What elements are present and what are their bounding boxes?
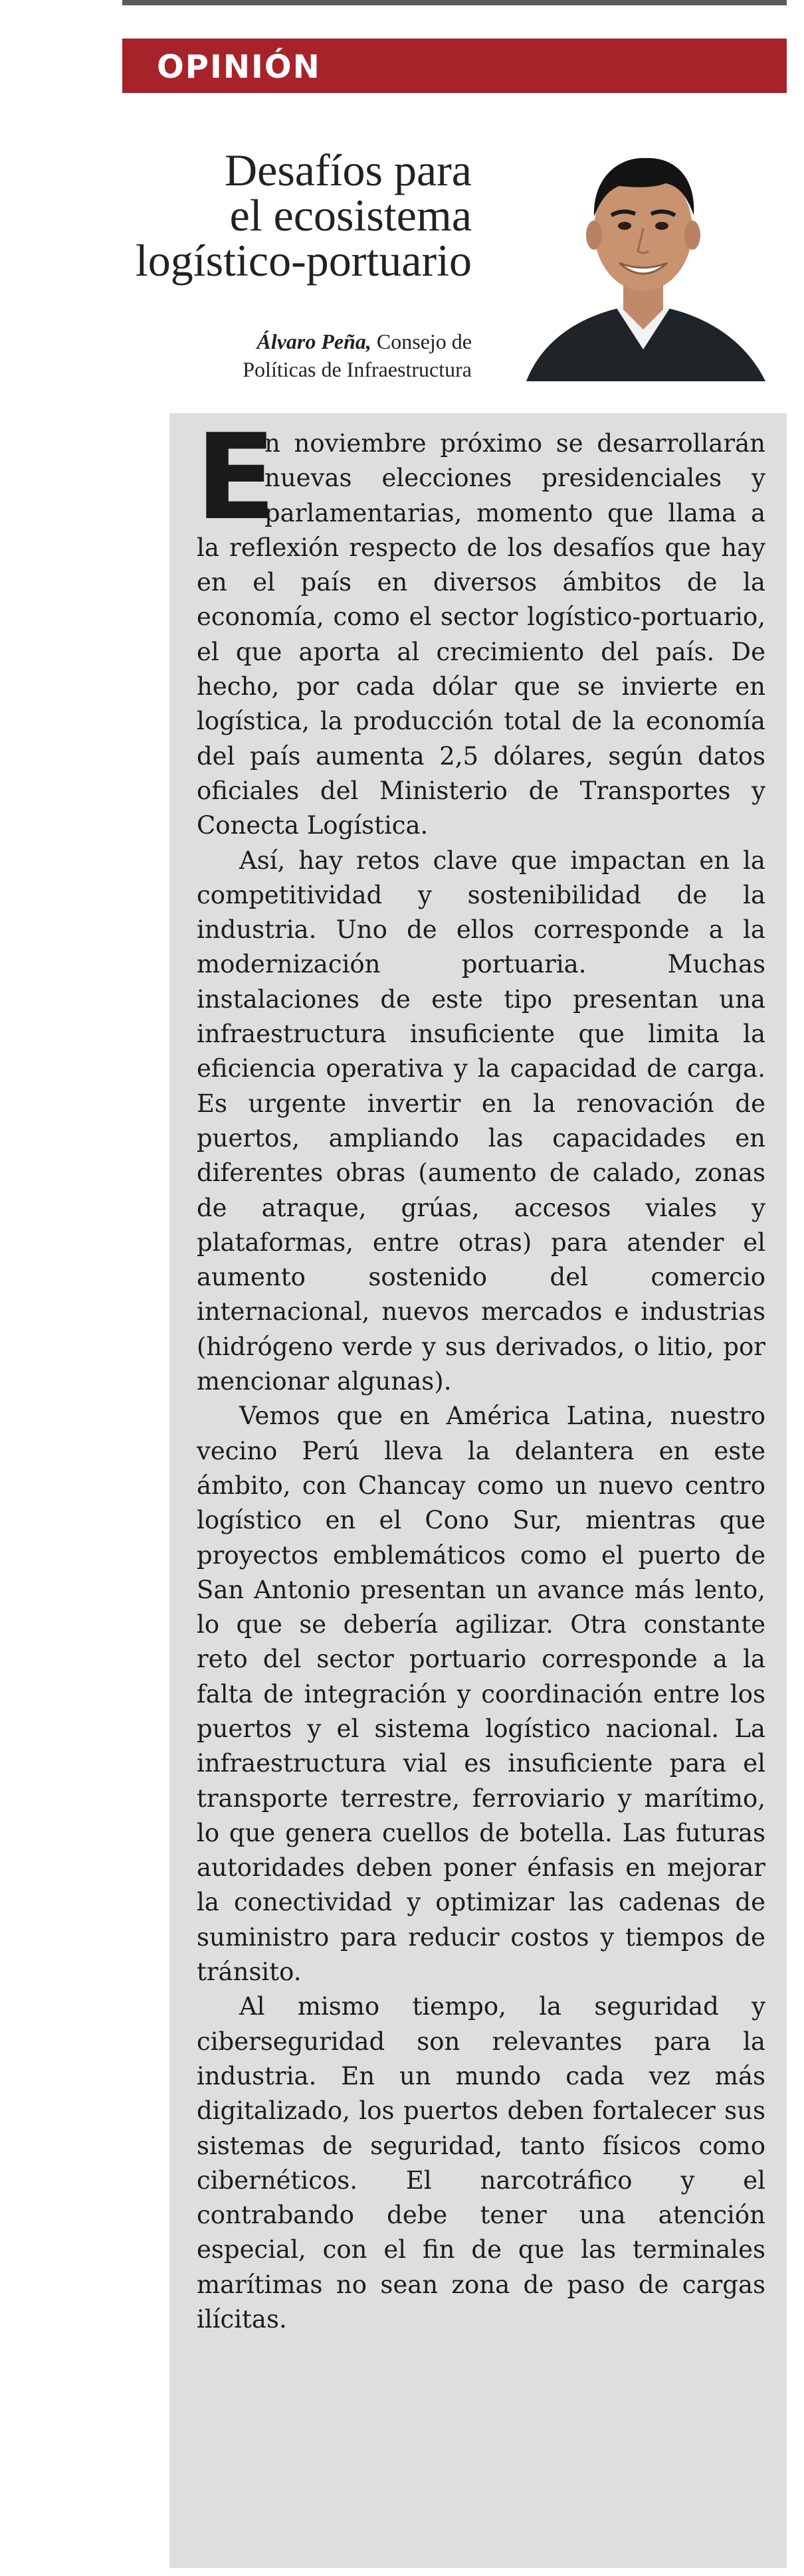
article-title — [100, 145, 472, 286]
paragraph-2: Así, hay retos clave que impactan en la competitividad y sostenibilidad de la industria. Uno de ellos corresponde a la modernización portuaria. Muchas instalaciones de este tipo presentan una infraestructura insuficiente que limita la eficiencia operativa y la capacidad de carga. Es urgente invertir en la renovación de puertos, ampliando las capacidades en diferentes obras (aumento de calado, zonas de atraque, grúas, accesos viales y plataformas, entre otras) para atender el aumento sostenido del comercio internacional, nuevos mercados e industrias (hidrógeno verde y sus derivados, o litio, por mencionar algunas). — [197, 846, 765, 1396]
paragraph-1 — [195, 409, 765, 844]
section-label: OPINIÓN — [157, 48, 321, 86]
author-portrait-icon — [500, 130, 787, 381]
title-line-1: Desafíos para — [225, 145, 472, 195]
top-rule — [122, 0, 787, 5]
paragraph-3: Vemos que en América Latina, nuestro vecino Perú lleva la delantera en este ámbito, con Chancay como un nuevo centro logístico en el Cono Sur, mientras que proyectos emblemáticos como el puerto de San Antonio presentan un avance más lento, lo que se debería agilizar. Otra constante reto del sector portuario corresponde a la falta de integración y coordinación entre los puertos y el sistema logístico nacional. La infraestructura vial es insuficiente para el transporte terrestre, ferroviario y marítimo, lo que genera cuellos de botella. Las futuras autoridades deben poner énfasis en mejorar la conectividad y optimizar las cadenas de suministro para reducir costos y tiempos de tránsito. — [197, 1402, 765, 1987]
drop-cap: E — [195, 409, 276, 546]
author-role-line2: Políticas de Infraestructura — [243, 357, 472, 381]
title-line-3: logístico-portuario — [135, 235, 472, 286]
byline — [100, 327, 472, 383]
article-body — [195, 409, 765, 2337]
paragraph-4: Al mismo tiempo, la seguridad y ciberseguridad son relevantes para la industria. En un mundo cada vez más digitalizado, los puertos deben fortalecer sus sistemas de seguridad, tanto físicos como cibernéticos. El narcotráfico y el contrabando debe tener una atención especial, con el fin de que las terminales marítimas no sean zona de paso de cargas ilícitas. — [197, 1992, 765, 2334]
title-line-2: el ecosistema — [229, 190, 472, 240]
author-name: Álvaro Peña, — [256, 329, 371, 353]
author-role-line1: Consejo de — [376, 329, 472, 353]
paragraph-1-text: n noviembre próximo se desarrollarán nuevas elecciones presidenciales y parlamentarias, momento que llama a la reflexión respecto de los desafíos que hay en el país en diversos ámbitos de la economía, como el sector logístico-portuario, el que aporta al crecimiento del país. De hecho, por cada dólar que se invierte en logística, la producción total de la economía del país aumenta 2,5 dólares, según datos oficiales del Ministerio de Transportes y Conecta Logística. — [197, 429, 765, 840]
